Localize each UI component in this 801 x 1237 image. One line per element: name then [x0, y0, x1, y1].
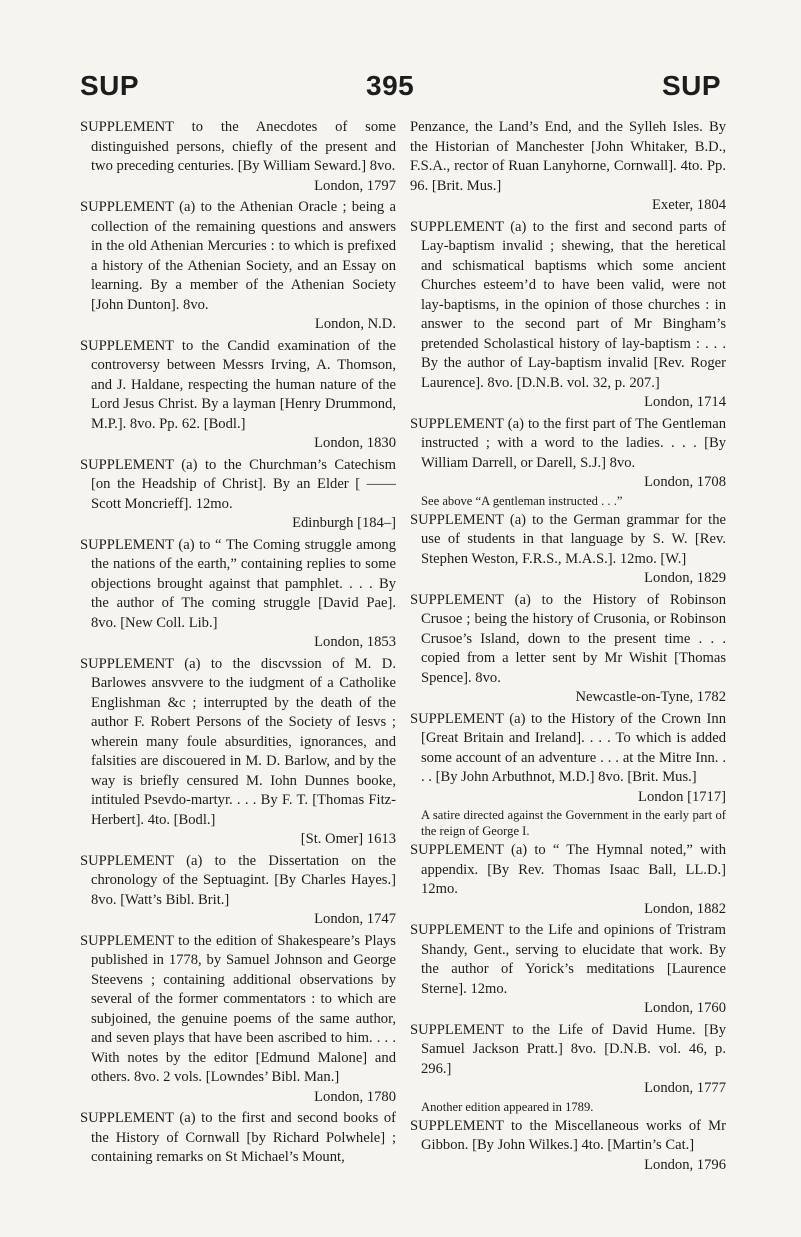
header-right-keyword: SUP	[662, 70, 722, 101]
list-item	[410, 1117, 726, 1176]
entry-text: SUPPLEMENT (a) to the Athenian Oracle ; being a collection of the remaining questions and answers in the old Athenian Mercuries : to which is prefixed a history of the Athenian Society, and an Essay on learning. By a member of the Athenian Society [John Dunton]. 8vo.	[80, 199, 396, 313]
entry-text: SUPPLEMENT (a) to the History of the Crown Inn [Great Britain and Ireland]. . . . To which is added some account of an adventure . . . at the Mitre Inn. . . . [By John Arbuthnot, M.D.] 8vo. [Brit. Mus.]	[410, 710, 726, 785]
list-item	[410, 118, 726, 216]
list-item	[80, 655, 396, 850]
entry-place: London, N.D.	[314, 316, 396, 332]
entry-text: SUPPLEMENT (a) to the German grammar for the use of students in that language by S. W. [Rev. Stephen Weston, F.R.S., M.A.S.]. 12mo. [W.]	[410, 511, 726, 567]
list-item	[410, 1021, 726, 1115]
list-item	[410, 218, 726, 413]
entry-text: SUPPLEMENT (a) to “ The Coming struggle among the nations of the earth,” containing replies to some objections brought against that pamphlet. . . . By the author of The coming struggle [David Pae]. 8vo. [New Coll. Lib.]	[80, 536, 396, 631]
list-item	[410, 921, 726, 1019]
entry-place: London, 1708	[644, 474, 726, 490]
entry-place: London, 1747	[314, 911, 396, 927]
page-number: 395	[366, 70, 415, 101]
list-item	[80, 337, 396, 454]
entry-text: SUPPLEMENT (a) to the first and second parts of Lay-baptism invalid ; shewing, that the heretical and schismatical baptisms which some ancient Churches esteem’d to have been valid, were not lay-baptisms, in the opinion of those churches : in answer to the second part of Mr Bingham’s pretended Scholastical history of lay-baptism : . . . By the author of Lay-baptism invalid [Rev. Roger Laurence]. 8vo. [D.N.B. vol. 32, p. 207.]	[410, 218, 726, 391]
entry-text: SUPPLEMENT to the edition of Shakespeare’s Plays published in 1778, by Samuel Johnson and George Steevens ; containing additional observations by several of the former commentators : to which are subjoined, the genuine poems of the same author, and seven plays that have been ascribed to him. . . . With notes by the editor [Edmund Malone] and others. 8vo. 2 vols. [Lowndes’ Bibl. Man.]	[80, 932, 396, 1085]
list-item	[80, 118, 396, 196]
entry-place: Edinburgh [184–]	[292, 515, 396, 531]
list-item	[410, 841, 726, 919]
entry-place: [St. Omer] 1613	[300, 831, 396, 847]
entry-text: SUPPLEMENT to the Life and opinions of Tristram Shandy, Gent., serving to elucidate that work. By the author of Yorick’s meditations [Laurence Sterne]. 12mo.	[410, 922, 726, 997]
list-item	[80, 198, 396, 335]
list-item	[80, 1109, 396, 1168]
entry-place: London, 1882	[644, 900, 726, 917]
list-item	[410, 415, 726, 509]
running-header	[0, 0, 801, 130]
entry-text: SUPPLEMENT to the Miscellaneous works of Mr Gibbon. [By John Wilkes.] 4to. [Martin’s Cat.]	[410, 1117, 726, 1153]
entry-place: London, 1777	[644, 1080, 726, 1096]
entry-text: SUPPLEMENT (a) to the Churchman’s Catechism [on the Headship of Christ]. By an Elder [ —— Scott Moncrieff]. 12mo.	[80, 456, 396, 512]
entry-place: London, 1780	[314, 1088, 396, 1105]
left-column	[80, 118, 396, 1170]
entry-note: A satire directed against the Government in the early part of the reign of George I.	[421, 808, 726, 838]
entry-text: SUPPLEMENT (a) to “ The Hymnal noted,” with appendix. [By Rev. Thomas Isaac Ball, LL.D.] 12mo.	[410, 842, 726, 897]
entry-text: SUPPLEMENT to the Candid examination of the controversy between Messrs Irving, A. Thomson, and J. Haldane, respecting the human nature of the Lord Jesus Christ. By a layman [Henry Drummond, M.P.]. 8vo. Pp. 62. [Bodl.]	[80, 337, 396, 432]
list-item	[80, 852, 396, 930]
entry-text: Penzance, the Land’s End, and the Sylleh Isles. By the Historian of Manchester [John Whitaker, B.D., F.S.A., rector of Ruan Lanyhorne, Cornwall]. 4to. Pp. 96. [Brit. Mus.]	[410, 119, 726, 194]
entry-note: Another edition appeared in 1789.	[421, 1099, 594, 1114]
entry-text: SUPPLEMENT to the Life of David Hume. [By Samuel Jackson Pratt.] 8vo. [D.N.B. vol. 46, p. 296.]	[410, 1021, 726, 1077]
entry-place: London, 1760	[644, 1000, 726, 1016]
entry-text: SUPPLEMENT (a) to the discvssion of M. D. Barlowes ansvvere to the iudgment of a Catholike Englishman &c ; interrupted by the death of the author F. Robert Persons of the Society of Iesvs ; wherein many foule absurdities, ignorances, and falsities are discouered in M. D. Barlow, and by the way is briefly censured M. Iohn Dunnes booke, intituled Psevdo-martyr. . . . By F. T. [Thomas Fitz-Herbert]. 4to. [Bodl.]	[80, 655, 396, 828]
entry-text: SUPPLEMENT to the Anecdotes of some distinguished persons, chiefly of the present and two preceding centuries. [By William Seward.] 8vo.	[80, 119, 396, 174]
entry-place: London, 1830	[314, 435, 396, 451]
header-left-keyword: SUP	[80, 70, 140, 101]
list-item	[80, 932, 396, 1108]
entry-place: Newcastle-on-Tyne, 1782	[575, 689, 726, 705]
entry-place: Exeter, 1804	[652, 197, 726, 213]
right-column	[410, 118, 726, 1177]
entry-text: SUPPLEMENT (a) to the first part of The Gentleman instructed ; with a word to the ladies. . . . [By William Darrell, or Darell, S.J.] 8vo.	[410, 415, 726, 471]
list-item	[80, 456, 396, 534]
list-item	[410, 511, 726, 589]
entry-place: London, 1853	[314, 634, 396, 650]
entry-place: London, 1797	[314, 177, 396, 194]
entry-note: See above “A gentleman instructed . . .”	[421, 493, 623, 508]
list-item	[80, 536, 396, 653]
entry-place: London, 1829	[644, 570, 726, 586]
entry-place: London, 1714	[644, 394, 726, 410]
entry-text: SUPPLEMENT (a) to the Dissertation on the chronology of the Septuagint. [By Charles Hayes.] 8vo. [Watt’s Bibl. Brit.]	[80, 852, 396, 908]
entry-place: London [1717]	[638, 788, 726, 805]
entry-text: SUPPLEMENT (a) to the History of Robinson Crusoe ; being the history of Crusonia, or Robinson Crusoe’s Island, down to the present time . . . copied from a letter sent by Mr Wishit [Thomas Spence]. 8vo.	[410, 591, 726, 686]
entry-place: London, 1796	[644, 1156, 726, 1173]
list-item	[410, 591, 726, 708]
entry-text: SUPPLEMENT (a) to the first and second books of the History of Cornwall [by Richard Polwhele] ; containing remarks on St Michael’s Mount,	[80, 1110, 396, 1165]
list-item	[410, 710, 726, 840]
